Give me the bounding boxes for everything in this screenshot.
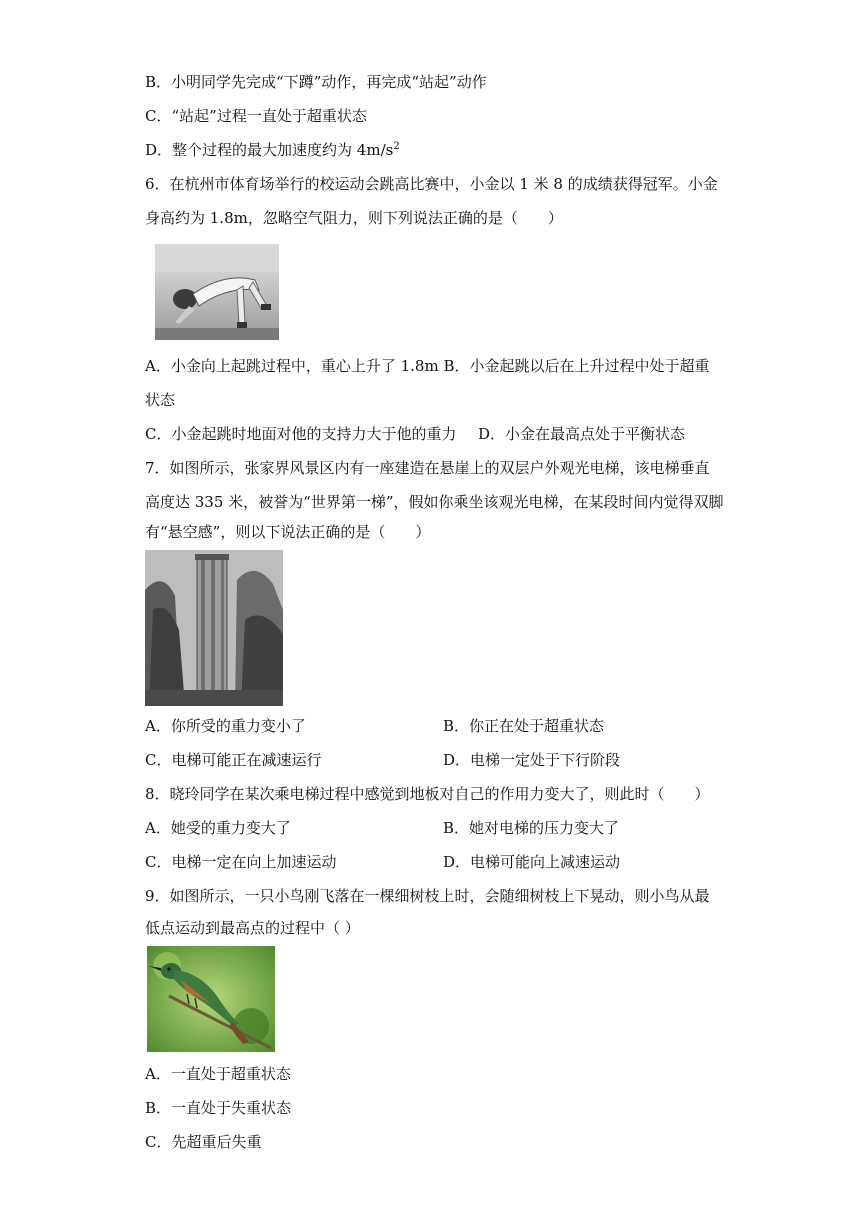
q6-option-b-continued: 状态 <box>145 391 176 409</box>
q9-option-a: A．一直处于超重状态 <box>145 1065 291 1083</box>
q7-option-b: B．你正在处于超重状态 <box>443 717 605 735</box>
q5-option-d: D．整个过程的最大加速度约为 $4m/s^2$ <box>145 141 400 159</box>
q7-option-d: D．电梯一定处于下行阶段 <box>443 751 621 769</box>
bird-on-branch-photo <box>147 946 275 1052</box>
q9-stem-line-1: 9．如图所示，一只小鸟刚飞落在一棵细树枝上时，会随细树枝上下晃动，则小鸟从最 <box>145 887 710 905</box>
q8-option-b: B．她对电梯的压力变大了 <box>443 819 620 837</box>
q7-option-a: A．你所受的重力变小了 <box>145 717 306 735</box>
q7-stem-line-3: 有“悬空感”，则以下说法正确的是（ ） <box>145 523 431 541</box>
q8-options-a-b <box>145 818 620 838</box>
high-jump-photo <box>155 244 279 340</box>
q8-option-a: A．她受的重力变大了 <box>145 819 291 837</box>
q9-option-c: C．先超重后失重 <box>145 1133 262 1151</box>
q6-option-a-b: A．小金向上起跳过程中，重心上升了 1.8m B．小金起跳以后在上升过程中处于超重 <box>145 357 710 375</box>
q6-option-d: D．小金在最高点处于平衡状态 <box>478 425 686 443</box>
sightseeing-elevator-photo <box>145 550 283 706</box>
q9-option-b: B．一直处于失重状态 <box>145 1099 292 1117</box>
q7-options-c-d <box>145 750 621 770</box>
q6-options-c-d <box>145 424 686 444</box>
q8-stem: 8．晓玲同学在某次乘电梯过程中感觉到地板对自己的作用力变大了，则此时（ ） <box>145 785 710 803</box>
q6-stem-line-2: 身高约为 1.8m，忽略空气阻力，则下列说法正确的是（ ） <box>145 209 563 227</box>
q5-option-b: B．小明同学先完成“下蹲”动作，再完成“站起”动作 <box>145 73 487 91</box>
q7-stem-line-2: 高度达 335 米，被誉为“世界第一梯”，假如你乘坐该观光电梯，在某段时间内觉得双脚 <box>145 493 724 511</box>
q8-option-c: C．电梯一定在向上加速运动 <box>145 853 337 871</box>
q8-options-c-d <box>145 852 621 872</box>
q6-option-c: C．小金起跳时地面对他的支持力大于他的重力 <box>145 425 457 443</box>
q7-stem-line-1: 7．如图所示，张家界风景区内有一座建造在悬崖上的双层户外观光电梯，该电梯垂直 <box>145 459 710 477</box>
q8-option-d: D．电梯可能向上减速运动 <box>443 853 621 871</box>
q6-stem-line-1: 6．在杭州市体育场举行的校运动会跳高比赛中，小金以 1 米 8 的成绩获得冠军。小金 <box>145 175 718 193</box>
q5-option-c: C．“站起”过程一直处于超重状态 <box>145 107 367 125</box>
q9-stem-line-2: 低点运动到最高点的过程中（ ） <box>145 919 360 937</box>
q7-option-c: C．电梯可能正在减速运行 <box>145 751 322 769</box>
q7-options-a-b <box>145 716 605 736</box>
